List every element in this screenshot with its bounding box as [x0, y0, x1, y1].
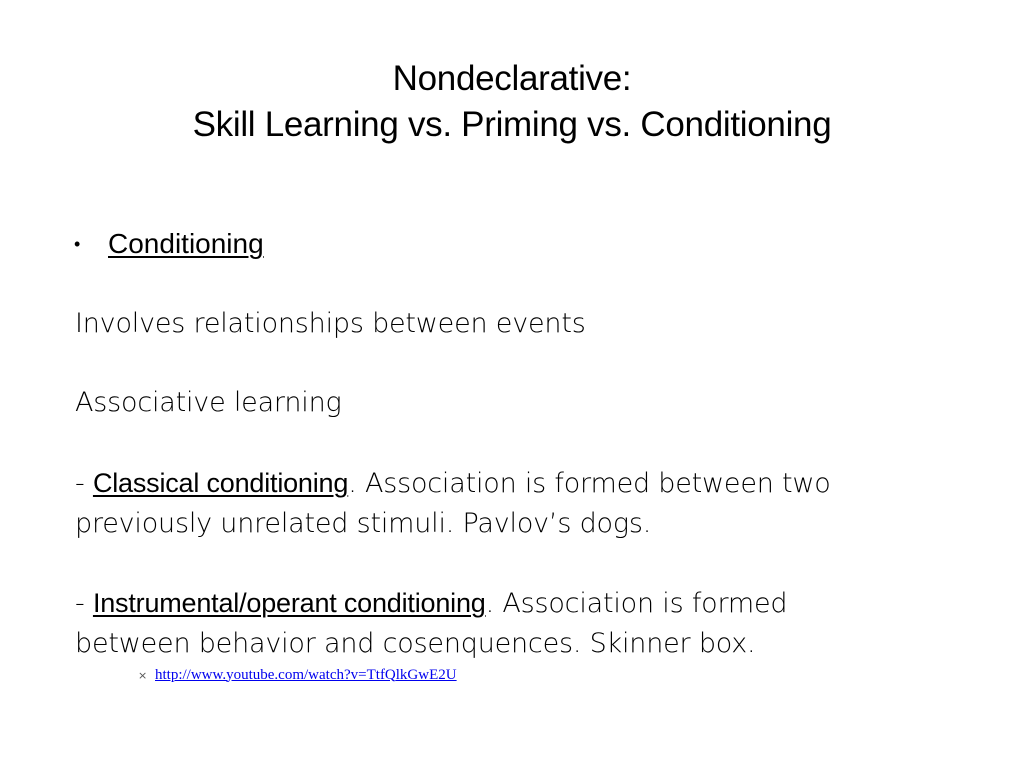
title-line-2: Skill Learning vs. Priming vs. Conditioning: [192, 105, 832, 144]
slide-title: [0, 56, 1024, 148]
instrumental-prefix: -: [75, 588, 93, 619]
paragraph-classical: [75, 463, 831, 544]
sub-bullet-icon: ×: [138, 668, 148, 682]
title-line-1: Nondeclarative:: [392, 59, 632, 98]
classical-line-2: previously unrelated stimuli. Pavlov’s dogs.: [75, 508, 652, 539]
sub-bullet-link: [138, 664, 457, 686]
instrumental-line-2: between behavior and cosenquences. Skinner box.: [75, 628, 756, 659]
instrumental-rest: . Association is formed: [485, 588, 788, 619]
text-associative: Associative learning: [75, 387, 342, 418]
paragraph-instrumental: [75, 583, 787, 664]
classical-prefix: -: [75, 468, 93, 499]
youtube-link[interactable]: http://www.youtube.com/watch?v=TtfQlkGwE2U: [155, 666, 457, 683]
bullet-dot-icon: •: [74, 233, 81, 254]
instrumental-line-1: [75, 583, 787, 624]
classical-line-1: [75, 463, 831, 504]
classical-rest: . Association is formed between two: [348, 468, 831, 499]
text-relationships: Involves relationships between events: [75, 308, 586, 339]
bullet-label: Conditioning: [108, 228, 264, 259]
bullet-conditioning: [74, 226, 264, 262]
instrumental-term: Instrumental/operant conditioning: [92, 588, 486, 618]
classical-term: Classical conditioning: [92, 468, 349, 498]
